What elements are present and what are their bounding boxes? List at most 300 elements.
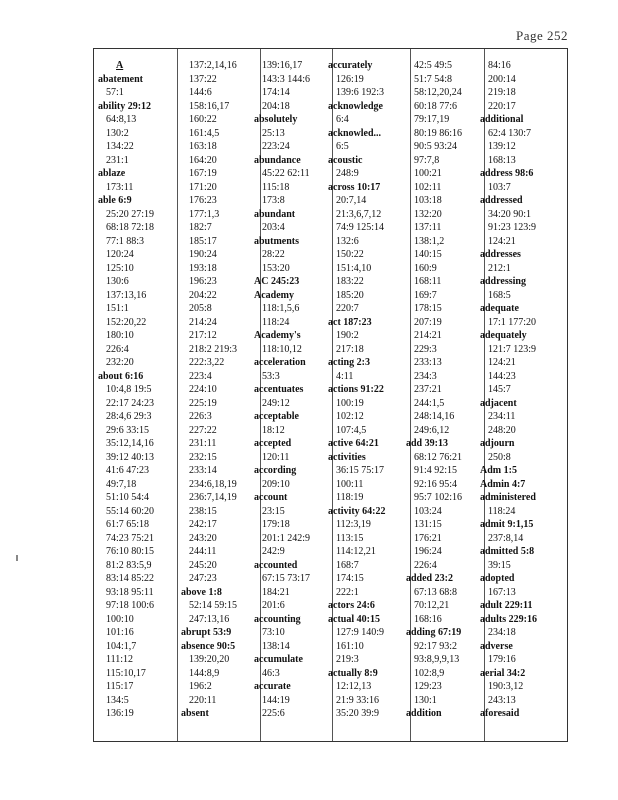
index-term: adjourn (480, 438, 515, 449)
index-term: adverse (480, 640, 513, 652)
index-term: admitted 5:8 (480, 546, 535, 557)
index-reference: 158:16,17 (189, 100, 230, 112)
index-reference: 196:23 (189, 276, 217, 287)
index-reference: 107:4,5 (336, 424, 367, 436)
index-reference: 190:3,12 (488, 681, 524, 692)
index-reference: 226:3 (189, 411, 212, 422)
index-reference: 190:2 (336, 330, 359, 341)
index-term: addresses (480, 249, 521, 260)
index-reference: 61:7 65:18 (106, 519, 150, 530)
index-reference: 131:15 (414, 519, 442, 530)
index-term: added 23:2 (406, 573, 453, 584)
index-reference: 227:22 (189, 424, 217, 436)
index-reference: 70:12,21 (414, 600, 450, 611)
index-reference: 232:20 (106, 357, 134, 368)
index-reference: 176:21 (414, 532, 442, 544)
index-reference: 68:12 76:21 (414, 451, 463, 463)
index-reference: 144:23 (488, 370, 516, 382)
index-reference: 136:19 (106, 708, 134, 719)
index-term: absolutely (254, 114, 298, 125)
index-term: administered (480, 492, 536, 503)
index-reference: 39:12 40:13 (106, 451, 155, 463)
index-reference: 237:8,14 (488, 532, 524, 544)
index-term: active 64:21 (328, 438, 379, 449)
index-term: addressed (480, 195, 523, 206)
index-reference: 183:22 (336, 276, 364, 287)
index-column-3 (254, 59, 334, 721)
index-reference: 248:14,16 (414, 411, 455, 422)
index-reference: 182:7 (189, 222, 212, 233)
index-reference: 174:15 (336, 573, 364, 584)
page-number: Page 252 (515, 28, 568, 43)
index-reference: 64:8,13 (106, 114, 137, 125)
index-reference: 168:16 (414, 613, 442, 625)
index-reference: 62:4 130:7 (488, 127, 532, 139)
index-reference: 220:11 (189, 694, 217, 706)
index-term: across 10:17 (328, 181, 381, 193)
index-reference: 152:20,22 (106, 316, 147, 328)
index-reference: 91:23 123:9 (488, 222, 537, 233)
index-reference: 137:22 (189, 73, 217, 85)
index-reference: 10:4,8 19:5 (106, 384, 152, 395)
index-column-2 (181, 59, 261, 721)
index-reference: 46:3 (262, 667, 280, 679)
index-reference: 218:2 219:3 (189, 343, 238, 355)
index-reference: 225:19 (189, 397, 217, 409)
index-term: adjacent (480, 397, 517, 409)
index-reference: 104:1,7 (106, 640, 137, 652)
index-reference: 233:14 (189, 465, 217, 476)
index-reference: 84:16 (488, 60, 511, 71)
index-term: acknowledge (328, 100, 383, 112)
index-reference: 196:24 (414, 546, 442, 557)
index-reference: 220:17 (488, 100, 516, 112)
index-reference: 97:18 100:6 (106, 600, 155, 611)
index-reference: 229:3 (414, 343, 437, 355)
index-reference: 36:15 75:17 (336, 465, 385, 476)
index-reference: 51:7 54:8 (414, 73, 453, 85)
index-term: ability 29:12 (98, 100, 152, 112)
index-reference: 4:11 (336, 370, 354, 382)
index-reference: 35:12,14,16 (106, 438, 154, 449)
index-reference: 115:10,17 (106, 667, 146, 679)
index-reference: 245:20 (189, 559, 217, 571)
index-term: Admin 4:7 (480, 478, 526, 490)
index-reference: 132:20 (414, 208, 442, 220)
index-term: actually 8:9 (328, 667, 378, 679)
index-reference: 102:11 (414, 181, 442, 193)
index-reference: 209:10 (262, 478, 290, 490)
index-reference: 226:4 (414, 559, 437, 571)
index-term: adequate (480, 303, 519, 314)
index-reference: 139:20,20 (189, 654, 230, 665)
index-reference: 25:13 (262, 127, 285, 139)
index-reference: 185:17 (189, 235, 217, 247)
index-reference: 217:18 (336, 343, 364, 355)
index-term: A (116, 60, 124, 71)
index-reference: 204:18 (262, 100, 290, 112)
index-reference: 121:7 123:9 (488, 343, 537, 355)
index-reference: 35:20 39:9 (336, 708, 380, 719)
index-reference: 144:19 (262, 694, 290, 706)
index-reference: 200:14 (488, 73, 516, 85)
index-reference: 234:6,18,19 (189, 478, 237, 490)
index-reference: 143:3 144:6 (262, 73, 311, 85)
index-reference: 124:21 (488, 235, 516, 247)
index-reference: 160:9 (414, 262, 437, 274)
index-reference: 204:22 (189, 289, 217, 301)
index-reference: 212:1 (488, 262, 511, 274)
index-term: actual 40:15 (328, 613, 380, 625)
index-reference: 193:18 (189, 262, 217, 274)
index-term: AC 245:23 (254, 276, 300, 287)
index-term: abundance (254, 154, 301, 166)
index-reference: 103:18 (414, 195, 442, 206)
index-reference: 234:18 (488, 627, 516, 638)
index-reference: 100:11 (336, 478, 364, 490)
index-reference: 112:3,19 (336, 519, 371, 530)
index-reference: 130:1 (414, 694, 437, 706)
index-reference: 120:24 (106, 249, 134, 260)
index-reference: 179:18 (262, 519, 290, 530)
index-term: acceleration (254, 357, 306, 368)
index-term: acting 2:3 (328, 357, 370, 368)
index-reference: 236:7,14,19 (189, 492, 237, 503)
index-reference: 130:6 (106, 276, 129, 287)
index-reference: 102:8,9 (414, 667, 445, 679)
index-reference: 100:10 (106, 613, 134, 625)
index-term: acceptable (254, 411, 299, 422)
index-reference: 76:10 80:15 (106, 546, 155, 557)
index-reference: 103:24 (414, 505, 442, 517)
index-reference: 100:21 (414, 168, 442, 179)
index-reference: 113:15 (336, 532, 364, 544)
index-reference: 217:12 (189, 330, 217, 341)
index-reference: 100:19 (336, 397, 364, 409)
index-term: admit 9:1,15 (480, 519, 534, 530)
index-reference: 77:1 88:3 (106, 235, 145, 247)
index-reference: 237:21 (414, 384, 442, 395)
index-reference: 151:4,10 (336, 262, 372, 274)
index-reference: 134:22 (106, 141, 134, 152)
index-reference: 180:10 (106, 330, 134, 341)
index-reference: 248:20 (488, 424, 516, 436)
index-reference: 190:24 (189, 249, 217, 260)
index-reference: 45:22 62:11 (262, 168, 310, 179)
index-reference: 219:3 (336, 654, 359, 665)
index-reference: 248:9 (336, 168, 359, 179)
index-reference: 249:12 (262, 397, 290, 409)
index-reference: 144:8,9 (189, 667, 220, 679)
index-term: additional (480, 114, 524, 125)
index-reference: 51:10 54:4 (106, 492, 150, 503)
index-reference: 249:6,12 (414, 424, 450, 436)
index-term: about 6:16 (98, 370, 144, 382)
index-reference: 91:4 92:15 (414, 465, 458, 476)
index-reference: 92:16 95:4 (414, 478, 458, 490)
index-reference: 161:4,5 (189, 127, 220, 139)
index-reference: 103:7 (488, 181, 511, 193)
index-reference: 207:19 (414, 316, 442, 328)
index-reference: 41:6 47:23 (106, 465, 150, 476)
index-reference: 167:13 (488, 586, 516, 598)
index-reference: 233:13 (414, 357, 442, 368)
index-reference: 42:5 49:5 (414, 60, 453, 71)
index-term: acknowled... (328, 127, 382, 139)
index-reference: 25:20 27:19 (106, 208, 155, 220)
index-term: accurate (254, 681, 291, 692)
index-reference: 101:16 (106, 627, 134, 638)
index-term: add 39:13 (406, 438, 448, 449)
index-term: activities (328, 451, 366, 463)
index-term: able 6:9 (98, 195, 132, 206)
index-reference: 125:10 (106, 262, 134, 274)
index-reference: 205:8 (189, 303, 212, 314)
index-term: address 98:6 (480, 168, 534, 179)
index-reference: 83:14 85:22 (106, 573, 155, 584)
index-reference: 137:11 (414, 222, 442, 233)
index-reference: 247:13,16 (189, 613, 230, 625)
index-reference: 168:13 (488, 154, 516, 166)
index-reference: 242:17 (189, 519, 217, 530)
index-reference: 23:15 (262, 505, 285, 517)
index-column-1 (98, 59, 178, 721)
index-reference: 130:2 (106, 127, 129, 139)
index-reference: 58:12,20,24 (414, 87, 462, 98)
index-reference: 124:21 (488, 357, 516, 368)
index-reference: 18:12 (262, 424, 285, 436)
index-term: according (254, 465, 297, 476)
index-term: adopted (480, 573, 515, 584)
index-term: abrupt 53:9 (181, 627, 232, 638)
index-reference: 29:6 33:15 (106, 424, 150, 436)
index-reference: 177:1,3 (189, 208, 220, 220)
index-reference: 118:10,12 (262, 343, 302, 355)
index-reference: 67:15 73:17 (262, 573, 311, 584)
margin-mark (16, 555, 18, 561)
index-reference: 118:24 (262, 316, 290, 328)
index-reference: 244:1,5 (414, 397, 445, 409)
index-term: abatement (98, 73, 143, 85)
index-reference: 225:6 (262, 708, 285, 719)
index-reference: 176:23 (189, 195, 217, 206)
index-reference: 138:14 (262, 640, 290, 652)
index-reference: 118:24 (488, 505, 516, 517)
index-reference: 140:15 (414, 249, 442, 260)
index-reference: 90:5 93:24 (414, 141, 458, 152)
index-reference: 115:17 (106, 681, 134, 692)
index-reference: 203:4 (262, 222, 285, 233)
index-reference: 196:2 (189, 681, 212, 692)
index-reference: 226:4 (106, 343, 129, 355)
index-reference: 231:1 (106, 154, 129, 166)
index-reference: 68:18 72:18 (106, 222, 155, 233)
index-reference: 39:15 (488, 559, 511, 571)
index-column-5 (406, 59, 486, 721)
index-reference: 139:16,17 (262, 60, 303, 71)
index-term: adult 229:11 (480, 600, 533, 611)
index-term: accounted (254, 559, 298, 571)
index-reference: 92:17 93:2 (414, 640, 458, 652)
index-reference: 144:6 (189, 87, 212, 98)
index-reference: 201:6 (262, 600, 285, 611)
index-reference: 243:20 (189, 532, 217, 544)
index-term: accurately (328, 60, 373, 71)
index-reference: 52:14 59:15 (189, 600, 238, 611)
index-reference: 168:11 (414, 276, 442, 287)
index-reference: 247:23 (189, 573, 217, 584)
index-reference: 118:19 (336, 492, 364, 503)
index-column-4 (328, 59, 408, 721)
index-reference: 17:1 177:20 (488, 316, 537, 328)
index-term: ablaze (98, 168, 126, 179)
index-reference: 111:12 (106, 654, 134, 665)
index-reference: 242:9 (262, 546, 285, 557)
index-term: absence 90:5 (181, 640, 236, 652)
index-reference: 243:13 (488, 694, 516, 706)
index-term: absent (181, 708, 209, 719)
index-reference: 28:4,6 29:3 (106, 411, 152, 422)
index-reference: 79:17,19 (414, 114, 450, 125)
index-reference: 34:20 90:1 (488, 208, 532, 220)
index-reference: 138:1,2 (414, 235, 445, 247)
index-table (93, 48, 568, 742)
index-reference: 93:18 95:11 (106, 586, 154, 598)
index-reference: 132:6 (336, 235, 359, 247)
index-term: accepted (254, 438, 292, 449)
index-term: addressing (480, 276, 526, 287)
index-reference: 163:18 (189, 141, 217, 152)
index-reference: 223:24 (262, 141, 290, 152)
index-term: accumulate (254, 654, 303, 665)
index-reference: 81:2 83:5,9 (106, 559, 152, 571)
index-reference: 231:11 (189, 438, 217, 449)
index-term: adequately (480, 330, 527, 341)
index-reference: 168:7 (336, 559, 359, 571)
index-reference: 126:19 (336, 73, 364, 85)
index-reference: 6:4 (336, 114, 349, 125)
index-reference: 93:8,9,9,13 (414, 654, 460, 665)
index-reference: 214:24 (189, 316, 217, 328)
index-reference: 168:5 (488, 289, 511, 301)
index-term: abundant (254, 208, 296, 220)
index-reference: 234:11 (488, 411, 516, 422)
index-reference: 244:11 (189, 546, 217, 557)
index-reference: 12:12,13 (336, 681, 372, 692)
index-reference: 238:15 (189, 505, 217, 517)
index-reference: 74:9 125:14 (336, 222, 385, 233)
index-reference: 127:9 140:9 (336, 627, 385, 638)
index-reference: 185:20 (336, 289, 364, 301)
index-reference: 139:6 192:3 (336, 87, 385, 98)
index-reference: 55:14 60:20 (106, 505, 155, 517)
index-reference: 80:19 86:16 (414, 127, 463, 139)
index-reference: 139:12 (488, 141, 516, 152)
index-reference: 20:7,14 (336, 195, 367, 206)
index-reference: 137:2,14,16 (189, 60, 237, 71)
index-term: Academy's (254, 330, 301, 341)
index-reference: 102:12 (336, 411, 364, 422)
index-term: actors 24:6 (328, 600, 375, 611)
index-reference: 6:5 (336, 141, 349, 152)
index-term: aerial 34:2 (480, 667, 526, 679)
index-term: Academy (254, 289, 294, 301)
index-reference: 60:18 77:6 (414, 100, 458, 112)
index-reference: 223:4 (189, 370, 212, 382)
index-reference: 22:17 24:23 (106, 397, 155, 409)
index-reference: 120:11 (262, 451, 290, 463)
index-reference: 21:3,6,7,12 (336, 208, 382, 220)
index-reference: 129:23 (414, 681, 442, 692)
index-reference: 134:5 (106, 694, 129, 706)
index-term: abutments (254, 235, 300, 247)
index-reference: 164:20 (189, 154, 217, 166)
index-reference: 97:7,8 (414, 154, 440, 166)
index-reference: 250:8 (488, 451, 511, 463)
index-term: account (254, 492, 288, 503)
index-reference: 234:3 (414, 370, 437, 382)
index-reference: 49:7,18 (106, 478, 137, 490)
index-reference: 57:1 (106, 87, 124, 98)
index-reference: 224:10 (189, 384, 217, 395)
index-reference: 95:7 102:16 (414, 492, 463, 503)
index-reference: 184:21 (262, 586, 290, 598)
index-reference: 150:22 (336, 249, 364, 260)
index-reference: 145:7 (488, 384, 511, 395)
index-reference: 222:3,22 (189, 357, 225, 368)
index-reference: 67:13 68:8 (414, 586, 458, 598)
index-term: aforesaid (480, 708, 520, 719)
index-term: actions 91:22 (328, 384, 384, 395)
index-reference: 153:20 (262, 262, 290, 274)
index-term: addition (406, 708, 442, 719)
index-reference: 118:1,5,6 (262, 303, 300, 314)
index-reference: 160:22 (189, 114, 217, 125)
index-term: accentuates (254, 384, 304, 395)
index-term: adding 67:19 (406, 627, 462, 638)
index-reference: 74:23 75:21 (106, 532, 155, 544)
index-reference: 21:9 33:16 (336, 694, 380, 706)
index-reference: 179:16 (488, 654, 516, 665)
index-reference: 173:11 (106, 181, 134, 193)
index-reference: 222:1 (336, 586, 359, 598)
index-reference: 28:22 (262, 249, 285, 260)
index-reference: 171:20 (189, 181, 217, 193)
index-reference: 178:15 (414, 303, 442, 314)
index-reference: 174:14 (262, 87, 290, 98)
index-reference: 214:21 (414, 330, 442, 341)
index-reference: 115:18 (262, 181, 290, 193)
index-reference: 232:15 (189, 451, 217, 463)
index-term: accounting (254, 613, 301, 625)
index-term: above 1:8 (181, 586, 222, 598)
index-reference: 161:10 (336, 640, 364, 652)
index-term: adults 229:16 (480, 613, 537, 625)
index-term: act 187:23 (328, 316, 372, 328)
index-reference: 73:10 (262, 627, 285, 638)
index-column-6 (480, 59, 560, 721)
index-reference: 114:12,21 (336, 546, 376, 557)
index-term: acoustic (328, 154, 363, 166)
index-reference: 151:1 (106, 303, 129, 314)
index-reference: 137:13,16 (106, 289, 147, 301)
index-reference: 201:1 242:9 (262, 532, 311, 544)
index-reference: 167:19 (189, 168, 217, 179)
index-reference: 169:7 (414, 289, 437, 301)
index-term: Adm 1:5 (480, 465, 517, 476)
index-reference: 219:18 (488, 87, 516, 98)
index-reference: 53:3 (262, 370, 280, 382)
